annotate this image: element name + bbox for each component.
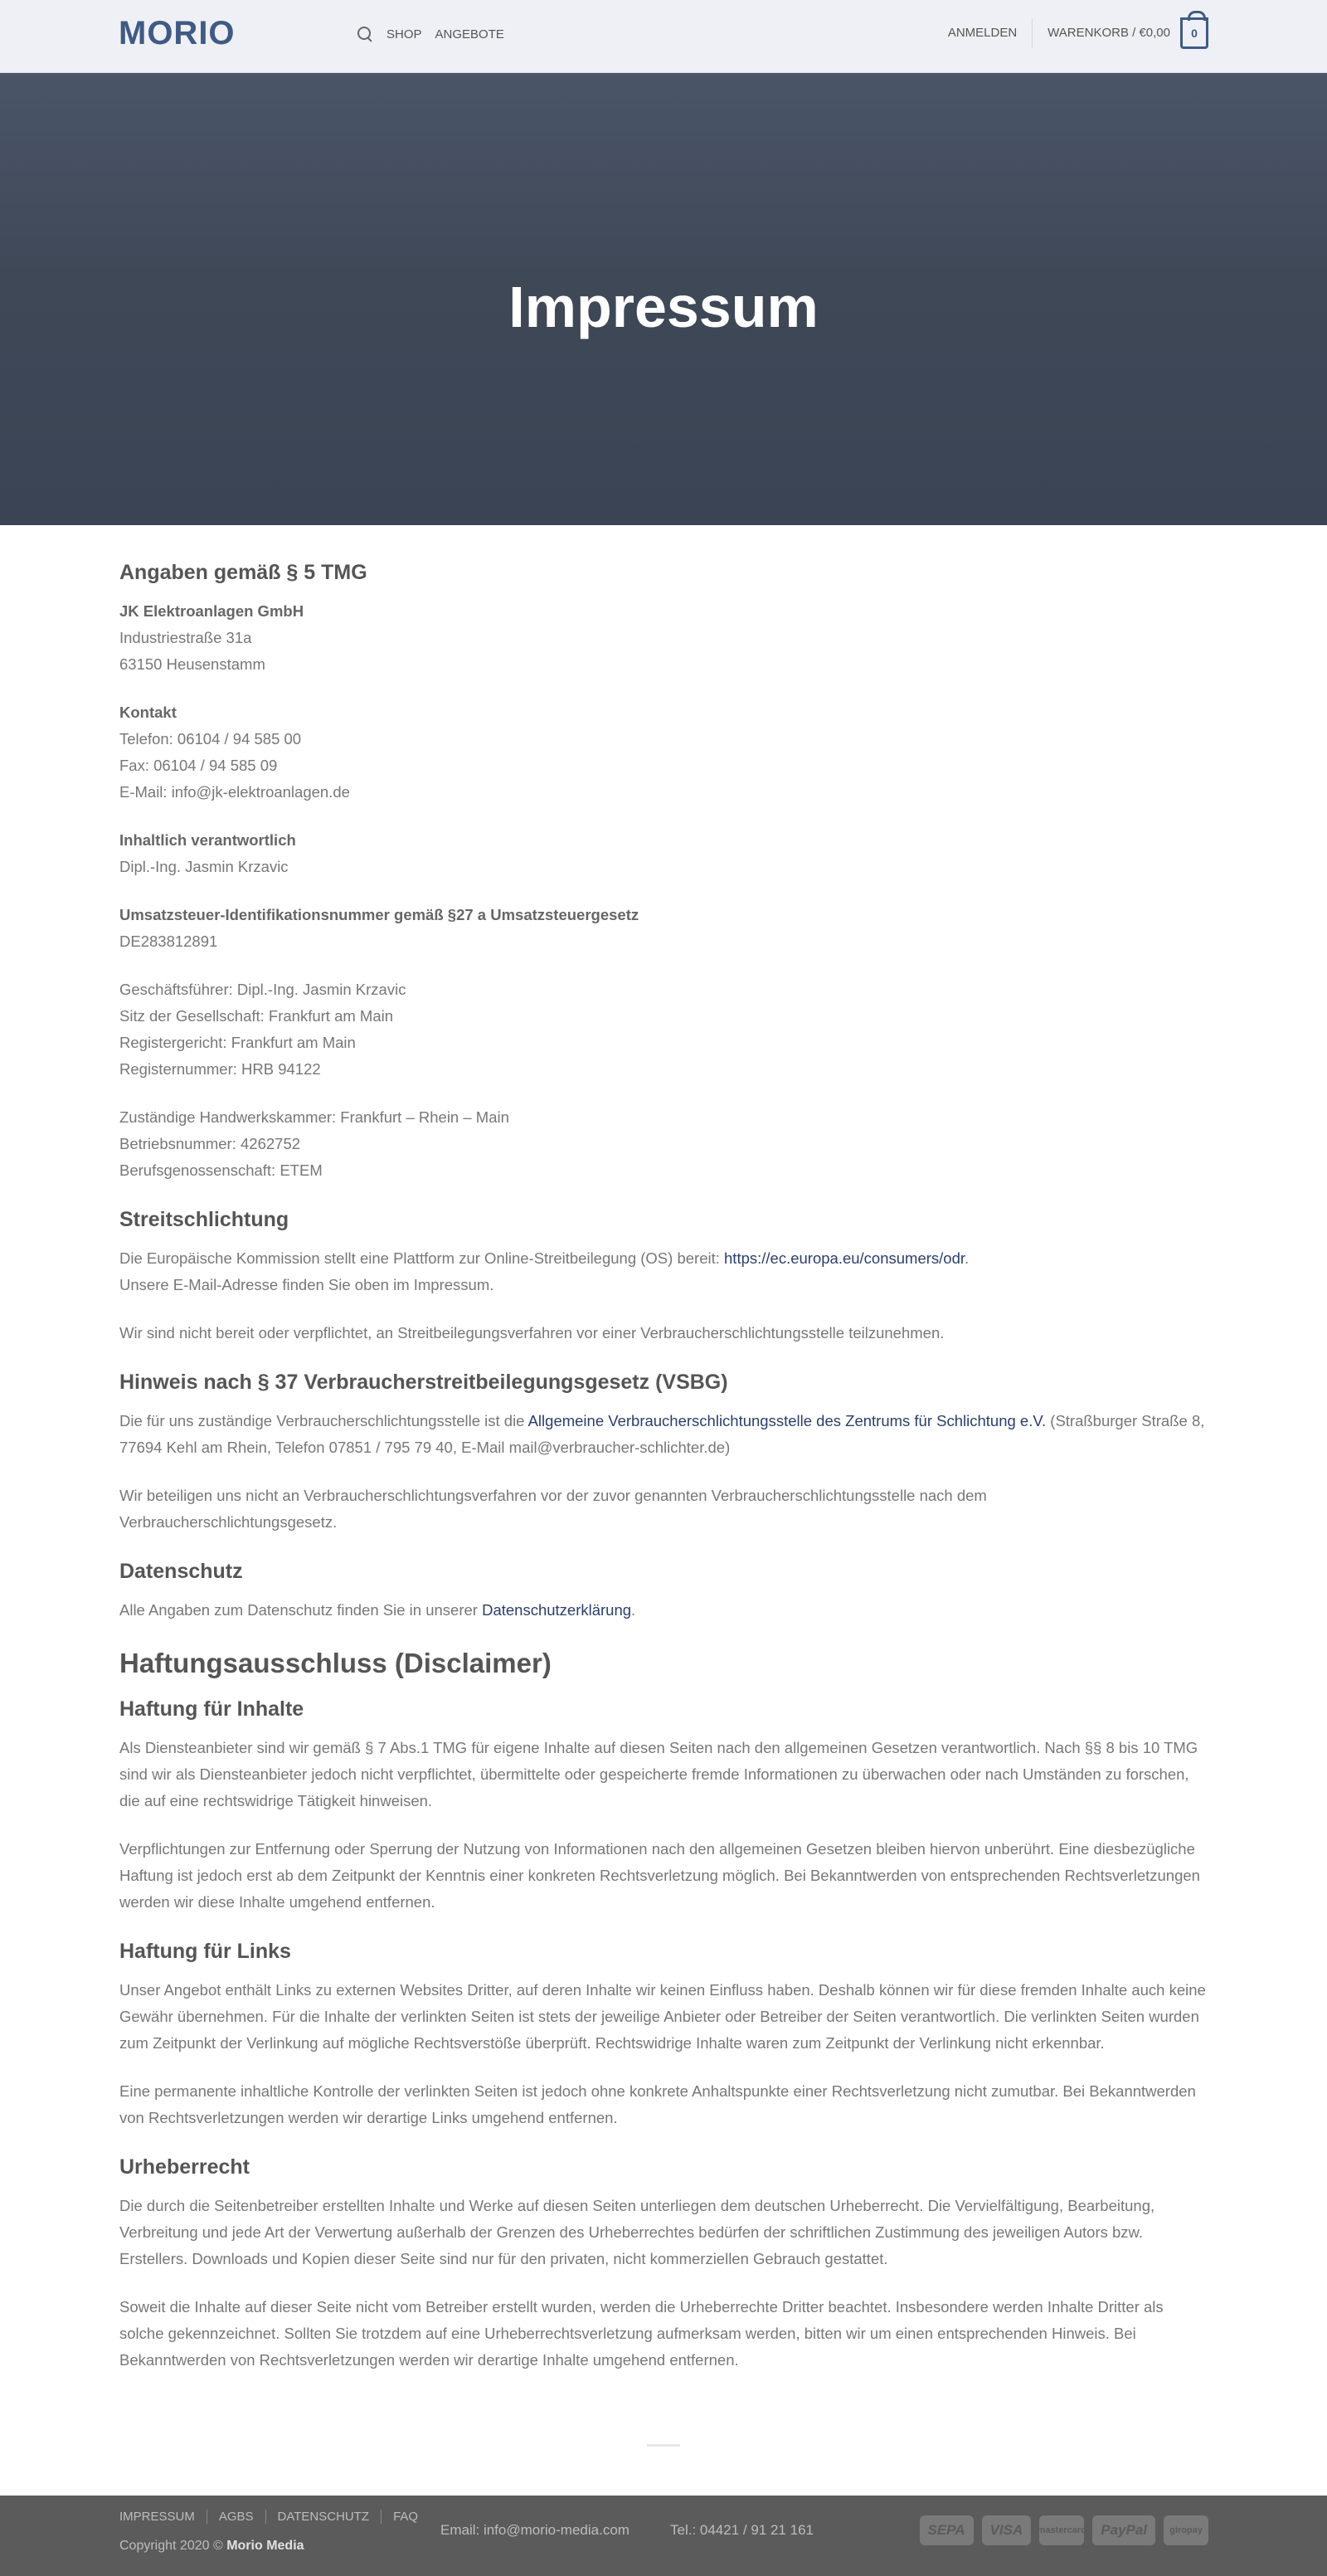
address-block [119,598,1208,678]
copyright-text: Copyright 2020 © [119,2539,227,2553]
text: (Straßburger Straße 8, 77694 Kehl am Rhein, Telefon 07851 / 795 79 40, E-Mail mail@verbraucher-schlichter.de) [119,1412,1205,1456]
footer-link-datenschutz[interactable]: DATENSCHUTZ [278,2510,382,2524]
streit-paragraph-1 [119,1245,1208,1298]
heading-disclaimer: Haftungsausschluss (Disclaimer) [119,1648,552,1678]
footer-link-impressum[interactable]: IMPRESSUM [119,2510,207,2524]
text: Unsere E-Mail-Adresse finden Sie oben im Impressum. [119,1276,494,1293]
contact-block [119,699,1208,806]
responsible-block [119,827,1208,880]
page-hero [0,73,1327,525]
links-paragraph-2: Eine permanente inhaltliche Kontrolle der verlinkten Seiten ist jedoch ohne konkrete Anhaltspunkte einer Rechtsverletzung nicht zumutbar. Bei Bekanntwerden von Rechtsverletzungen werden wir derartige Links umgehend entfernen. [119,2082,1196,2126]
text: Die Europäische Kommission stellt eine Plattform zur Online-Streitbeilegung (OS) bereit: [119,1249,725,1267]
datenschutz-paragraph [119,1597,1208,1624]
cart-icon[interactable] [1180,17,1208,49]
privacy-link[interactable]: Datenschutzerklärung [482,1601,632,1619]
account-nav [948,17,1208,49]
heading-datenschutz: Datenschutz [119,1560,243,1583]
sepa-icon: SEPA [920,2515,974,2545]
register-block [119,976,1208,1083]
heading-inhalte: Haftung für Inhalte [119,1697,304,1721]
schlichtung-link[interactable]: Allgemeine Verbraucherschlichtungsstelle des Zentrums für Schlichtung e.V. [527,1412,1047,1429]
main-content [119,558,1208,2395]
heading-kontakt: Kontakt [119,704,177,721]
site-logo[interactable]: MORIO [119,15,236,51]
cart-count: 0 [1191,27,1198,40]
footer-email: Email: info@morio-media.com [440,2522,629,2538]
register-number: Registernummer: HRB 94122 [119,1060,321,1078]
visa-icon: VISA [982,2515,1032,2545]
search-icon[interactable] [357,26,373,42]
divider [647,2444,680,2447]
trade-association: Berufsgenossenschaft: ETEM [119,1161,323,1179]
registered-office: Sitz der Gesellschaft: Frankfurt am Main [119,1007,394,1025]
copyright-brand[interactable]: Morio Media [226,2539,304,2553]
street: Industriestraße 31a [119,629,252,646]
inhalte-paragraph-1: Als Diensteanbieter sind wir gemäß § 7 Abs.1 TMG für eigene Inhalte auf diesen Seiten nach den allgemeinen Gesetzen verantwortlich. Nach §§ 8 bis 10 TMG sind wir als Diensteanbieter jedoch nicht verpflichtet, übermittelte oder gespeicherte fremde Informationen zu überwachen oder nach Umständen zu forschen, die auf eine rechtswidrige Tätigkeit hinweisen. [119,1739,1198,1809]
urheber-paragraph-2: Soweit die Inhalte auf dieser Seite nicht vom Betreiber erstellt wurden, werden die Urheberrechte Dritter beachtet. Insbesondere werden Inhalte Dritter als solche gekennzeichnet. Sollten Sie trotzdem auf eine Urheberrechtsverletzung aufmerksam werden, bitten wir um einen entsprechenden Hinweis. Bei Bekanntwerden von Rechtsverletzungen werden wir derartige Inhalte umgehend entfernen. [119,2298,1164,2369]
nav-item-angebote[interactable]: ANGEBOTE [435,27,504,41]
text: Alle Angaben zum Datenschutz finden Sie in unserer [119,1601,483,1619]
vsbg-paragraph-1 [119,1408,1208,1461]
text: . [631,1601,636,1619]
register-court: Registergericht: Frankfurt am Main [119,1034,356,1051]
footer-phone: Tel.: 04421 / 91 21 161 [670,2522,814,2538]
page-title: Impressum [508,275,819,339]
heading-ust: Umsatzsteuer-Identifikationsnummer gemäß §27 a Umsatzsteuergesetz [119,906,639,923]
footer-nav [119,2510,441,2524]
company-number: Betriebsnummer: 4262752 [119,1135,301,1152]
cart-link[interactable]: WARENKORB / €0,00 [1048,26,1170,40]
responsible-person: Dipl.-Ing. Jasmin Krzavic [119,858,289,875]
vat-number: DE283812891 [119,933,218,950]
managing-director: Geschäftsführer: Dipl.-Ing. Jasmin Krzavic [119,981,406,998]
footer-link-faq[interactable]: FAQ [393,2510,419,2524]
text: . [965,1249,970,1267]
urheber-paragraph-1: Die durch die Seitenbetreiber erstellten Inhalte und Werke auf diesen Seiten unterliegen dem deutschen Urheberrecht. Die Vervielfältigung, Bearbeitung, Verbreitung und jede Art der Verwertung außerhalb der Grenzen des Urheberrechtes bedürfen der schriftlichen Zustimmung des jeweiligen Autors bzw. Erstellers. Downloads und Kopien dieser Seite sind nur für den privaten, nicht kommerziellen Gebrauch gestattet. [119,2197,1155,2267]
text: Die für uns zuständige Verbraucherschlichtungsstelle ist die [119,1412,528,1429]
footer-link-agbs[interactable]: AGBS [219,2510,266,2524]
mastercard-icon: mastercard [1039,2515,1084,2545]
heading-urheberrecht: Urheberrecht [119,2155,250,2179]
nav-item-shop[interactable]: SHOP [386,27,422,41]
payment-icons [920,2515,1209,2545]
main-nav [357,26,504,42]
streit-paragraph-2: Wir sind nicht bereit oder verpflichtet, an Streitbeilegungsverfahren vor einer Verbraucherschlichtungsstelle teilzunehmen. [119,1324,945,1342]
links-paragraph-1: Unser Angebot enthält Links zu externen Websites Dritter, auf deren Inhalte wir keinen Einfluss haben. Deshalb können wir für diese fremden Inhalte auch keine Gewähr übernehmen. Für die Inhalte der verlinkten Seiten ist stets der jeweilige Anbieter oder Betreiber der Seiten verantwortlich. Die verlinkten Seiten wurden zum Zeitpunkt der Verlinkung auf mögliche Rechtsverstöße überprüft. Rechtswidrige Inhalte waren zum Zeitpunkt der Verlinkung nicht erkennbar. [119,1981,1206,2052]
odr-link[interactable]: https://ec.europa.eu/consumers/odr [724,1249,965,1267]
copyright [119,2539,304,2554]
vsbg-paragraph-2: Wir beteiligen uns nicht an Verbraucherschlichtungsverfahren vor der zuvor genannten Verbraucherschlichtungsstelle nach dem Verbraucherschlichtungsgesetz. [119,1487,987,1531]
phone: Telefon: 06104 / 94 585 00 [119,730,302,747]
heading-links: Haftung für Links [119,1940,291,1963]
vat-block [119,902,1208,955]
heading-tmg: Angaben gemäß § 5 TMG [119,561,367,584]
paypal-icon: PayPal [1092,2515,1155,2545]
chamber-block [119,1104,1208,1184]
heading-verantwortlich: Inhaltlich verantwortlich [119,831,296,849]
login-link[interactable]: ANMELDEN [948,18,1033,48]
heading-vsbg: Hinweis nach § 37 Verbraucherstreitbeilegungsgesetz (VSBG) [119,1371,728,1394]
giropay-icon: giropay [1164,2515,1208,2545]
site-header [0,0,1327,73]
inhalte-paragraph-2: Verpflichtungen zur Entfernung oder Sperrung der Nutzung von Informationen nach den allgemeinen Gesetzen bleiben hiervon unberührt. Eine diesbezügliche Haftung ist jedoch erst ab dem Zeitpunkt der Kenntnis einer konkreten Rechtsverletzung möglich. Bei Bekanntwerden von entsprechenden Rechtsverletzungen werden wir diese Inhalte umgehend entfernen. [119,1840,1200,1911]
fax: Fax: 06104 / 94 585 09 [119,757,278,774]
heading-streitschlichtung: Streitschlichtung [119,1208,289,1231]
company-name: JK Elektroanlagen GmbH [119,602,304,620]
chamber: Zuständige Handwerkskammer: Frankfurt – Rhein – Main [119,1108,509,1126]
city: 63150 Heusenstamm [119,655,265,673]
email: E-Mail: info@jk-elektroanlagen.de [119,783,350,801]
